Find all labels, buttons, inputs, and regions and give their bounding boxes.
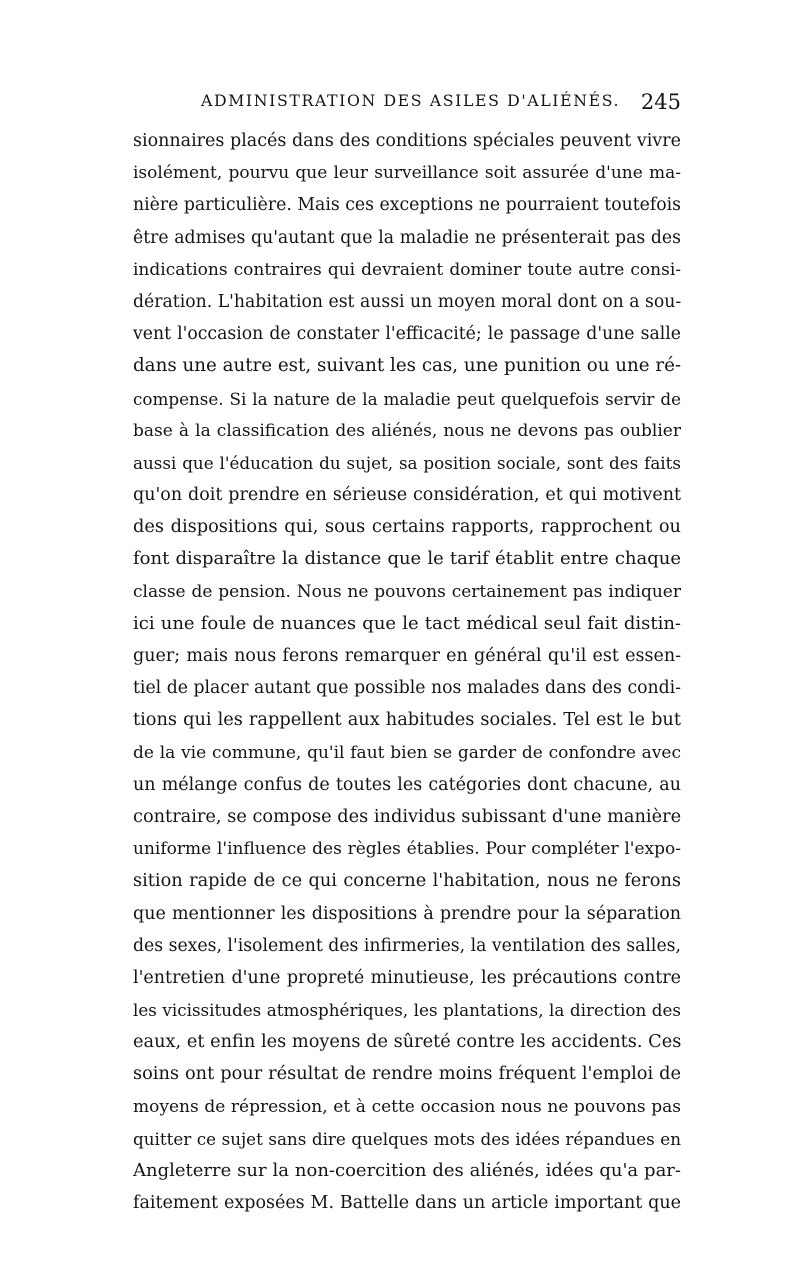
body-text (133, 125, 681, 1219)
text-line: dans une autre est, suivant les cas, une punition ou une ré- (133, 355, 681, 377)
text-line: classe de pension. Nous ne pouvons certainement pas indiquer (133, 581, 681, 602)
text-line: des sexes, l'isolement des infirmeries, la ventilation des salles, (133, 935, 681, 956)
text-line: ici une foule de nuances que le tact médical seul fait distin- (133, 612, 681, 634)
text-line: moyens de répression, et à cette occasion nous ne pouvons pas (133, 1096, 681, 1117)
text-line: tions qui les rappellent aux habitudes sociales. Tel est le but (133, 710, 681, 731)
text-line: indications contraires qui devraient dominer toute autre consi- (133, 259, 681, 280)
text-line: être admises qu'autant que la maladie ne présenterait pas des (133, 227, 681, 248)
text-line: sionnaires placés dans des conditions spéciales peuvent vivre (133, 131, 681, 151)
text-line: des dispositions qui, sous certains rapports, rapprochent ou (133, 517, 681, 538)
text-line: base à la classification des aliénés, nous ne devons pas oublier (133, 420, 681, 441)
text-line: uniforme l'influence des règles établies. Pour compléter l'expo- (133, 839, 681, 860)
text-line: les vicissitudes atmosphériques, les plantations, la direction des (133, 1000, 681, 1021)
text-line: faitement exposées M. Battelle dans un article important que (133, 1193, 681, 1214)
text-line: que mentionner les dispositions à prendre pour la séparation (133, 903, 681, 924)
text-line: soins ont pour résultat de rendre moins fréquent l'emploi de (133, 1064, 681, 1085)
running-head (133, 91, 681, 121)
text-line: un mélange confus de toutes les catégories dont chacune, au (133, 774, 681, 795)
page-number: 245 (640, 90, 681, 114)
text-line: guer; mais nous ferons remarquer en général qu'il est essen- (133, 646, 681, 666)
text-line: contraire, se compose des individus subissant d'une manière (133, 806, 681, 827)
text-line: de la vie commune, qu'il faut bien se garder de confondre avec (133, 742, 681, 763)
text-line: isolément, pourvu que leur surveillance soit assurée d'une ma- (133, 163, 681, 184)
text-line: vent l'occasion de constater l'efficacité; le passage d'une salle (133, 324, 681, 345)
text-line: l'entretien d'une propreté minutieuse, les précautions contre (133, 967, 681, 988)
running-title: ADMINISTRATION DES ASILES D'ALIÉNÉS. (201, 91, 621, 110)
text-line: qu'on doit prendre en sérieuse considération, et qui motivent (133, 485, 681, 506)
text-line: nière particulière. Mais ces exceptions ne pourraient toutefois (133, 195, 681, 216)
text-line: eaux, et enfin les moyens de sûreté contre les accidents. Ces (133, 1032, 681, 1053)
text-line: dération. L'habitation est aussi un moyen moral dont on a sou- (133, 291, 681, 312)
text-line: compense. Si la nature de la maladie peut quelquefois servir de (133, 388, 681, 409)
text-line: aussi que l'éducation du sujet, sa position sociale, sont des faits (133, 452, 681, 473)
text-line: sition rapide de ce qui concerne l'habitation, nous ne ferons (133, 871, 681, 892)
text-line: quitter ce sujet sans dire quelques mots des idées répandues en (133, 1128, 681, 1149)
text-line: font disparaître la distance que le tarif établit entre chaque (133, 548, 681, 570)
text-line: tiel de placer autant que possible nos malades dans des condi- (133, 678, 681, 699)
text-line: Angleterre sur la non-coercition des aliénés, idées qu'a par- (133, 1160, 681, 1181)
